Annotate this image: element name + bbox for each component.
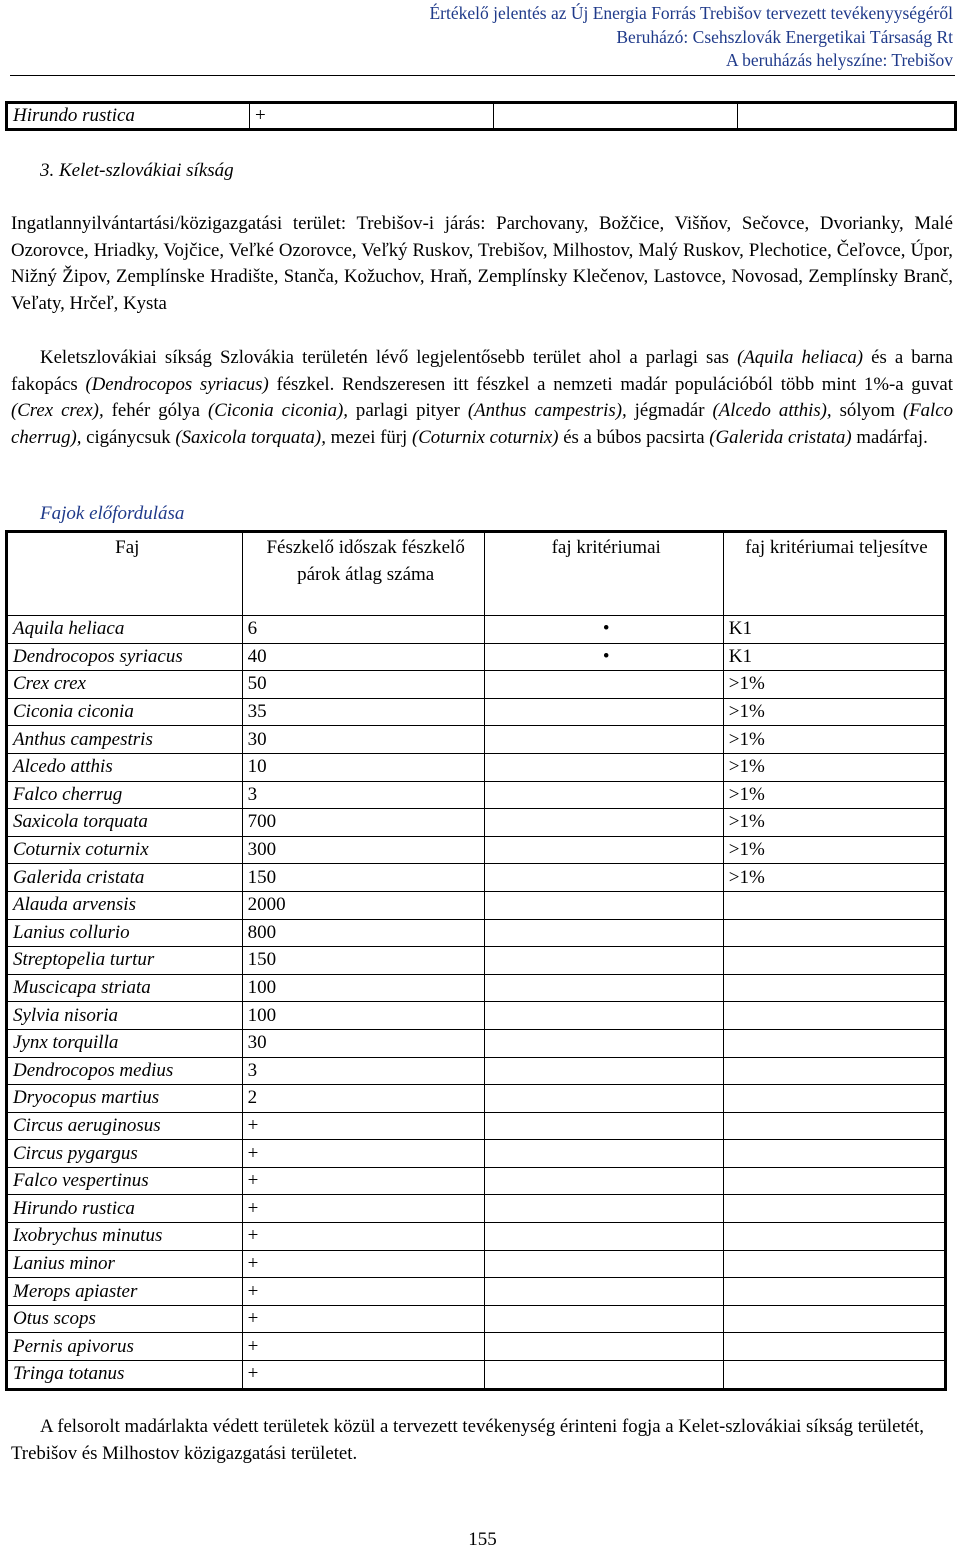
fulfilled-cell	[738, 103, 956, 130]
species-cell: Streptopelia turtur	[7, 947, 243, 975]
species-cell: Aquila heliaca	[7, 616, 243, 644]
species-cell: Ixobrychus minutus	[7, 1223, 243, 1251]
header-location: A beruházás helyszíne: Trebišov	[726, 50, 953, 70]
species-name: (Coturnix coturnix)	[411, 426, 559, 448]
species-name: (Galerida cristata)	[709, 426, 852, 448]
fulfilled-cell: >1%	[723, 698, 945, 726]
fulfilled-cell	[723, 891, 945, 919]
header-fulfilled: faj kritériumai teljesítve	[723, 532, 945, 616]
table-row	[7, 781, 946, 809]
criteria-cell	[484, 836, 723, 864]
table-row	[7, 616, 946, 644]
criteria-cell	[484, 1305, 723, 1333]
header-title: Értékelő jelentés az Új Energia Forrás Trebišov tervezett tevékenyységéről	[429, 3, 953, 23]
table-row	[7, 974, 946, 1002]
page-number: 155	[468, 1529, 497, 1550]
pairs-cell: 700	[242, 809, 484, 837]
fulfilled-cell: K1	[723, 643, 945, 671]
species-cell: Coturnix coturnix	[7, 836, 243, 864]
pairs-cell: +	[242, 1140, 484, 1168]
table-row	[7, 1223, 946, 1251]
species-cell: Saxicola torquata	[7, 809, 243, 837]
table-row	[7, 1305, 946, 1333]
table-row	[7, 1140, 946, 1168]
table-row	[7, 1195, 946, 1223]
fulfilled-cell	[723, 974, 945, 1002]
criteria-cell	[484, 1278, 723, 1306]
table-row	[7, 726, 946, 754]
criteria-cell	[484, 1029, 723, 1057]
text-run: fehér gólya	[103, 400, 208, 421]
table-row	[7, 947, 946, 975]
pairs-cell: 6	[242, 616, 484, 644]
criteria-cell	[484, 1223, 723, 1251]
fulfilled-cell	[723, 1140, 945, 1168]
fulfilled-cell	[723, 1333, 945, 1361]
species-cell: Muscicapa striata	[7, 974, 243, 1002]
species-name: (Crex crex),	[11, 400, 104, 421]
fulfilled-cell	[723, 1029, 945, 1057]
fulfilled-cell: >1%	[723, 781, 945, 809]
fulfilled-cell: >1%	[723, 671, 945, 699]
species-cell: Circus pygargus	[7, 1140, 243, 1168]
text-run: mezei fürj	[325, 426, 412, 448]
species-cell: Ciconia ciconia	[7, 698, 243, 726]
pairs-cell: +	[242, 1333, 484, 1361]
species-cell: Alauda arvensis	[7, 891, 243, 919]
criteria-cell	[484, 1167, 723, 1195]
text-run: sólyom	[831, 400, 903, 421]
fulfilled-cell	[723, 1057, 945, 1085]
header-investor: Beruházó: Csehszlovák Energetikai Társaság Rt	[616, 26, 953, 47]
pairs-cell: 100	[242, 1002, 484, 1030]
criteria-cell	[484, 1250, 723, 1278]
pairs-cell: +	[242, 1278, 484, 1306]
pairs-cell: +	[242, 1167, 484, 1195]
criteria-cell	[484, 947, 723, 975]
species-name: (Alcedo atthis),	[712, 400, 832, 421]
text-run: és a búbos pacsirta	[558, 426, 710, 448]
species-cell: Dendrocopos syriacus	[7, 643, 243, 671]
fulfilled-cell: >1%	[723, 864, 945, 892]
pairs-cell: 2000	[242, 891, 484, 919]
table-row	[7, 1333, 946, 1361]
species-cell: Falco cherrug	[7, 781, 243, 809]
table-row	[7, 864, 946, 892]
fulfilled-cell: >1%	[723, 836, 945, 864]
criteria-cell	[484, 698, 723, 726]
pairs-cell: 35	[242, 698, 484, 726]
table-row	[7, 1085, 946, 1113]
pairs-cell: 800	[242, 919, 484, 947]
fulfilled-cell	[723, 1167, 945, 1195]
table-row	[7, 1002, 946, 1030]
fulfilled-cell	[723, 1223, 945, 1251]
species-cell: Crex crex	[7, 671, 243, 699]
species-cell: Pernis apivorus	[7, 1333, 243, 1361]
table-row	[7, 1057, 946, 1085]
continuation-table	[5, 101, 957, 131]
species-cell: Jynx torquilla	[7, 1029, 243, 1057]
table-row	[7, 1278, 946, 1306]
species-cell: Lanius collurio	[7, 919, 243, 947]
species-cell: Hirundo rustica	[13, 105, 135, 126]
fulfilled-cell	[723, 1085, 945, 1113]
pairs-cell: 2	[242, 1085, 484, 1113]
table-header-row	[7, 532, 946, 616]
pairs-cell: 50	[242, 671, 484, 699]
species-name: (Anthus campestris),	[467, 400, 627, 421]
species-cell: Sylvia nisoria	[7, 1002, 243, 1030]
criteria-cell	[484, 781, 723, 809]
pairs-cell: 30	[242, 726, 484, 754]
text-run: és a barna fakopács	[11, 347, 953, 395]
header-criteria: faj kritériumai	[484, 532, 723, 616]
table-row	[7, 809, 946, 837]
table-row	[7, 698, 946, 726]
species-cell: Circus aeruginosus	[7, 1112, 243, 1140]
table-row	[7, 1112, 946, 1140]
pairs-cell: 100	[242, 974, 484, 1002]
criteria-cell	[484, 1140, 723, 1168]
text-run: parlagi pityer	[347, 400, 468, 421]
species-cell: Dendrocopos medius	[7, 1057, 243, 1085]
text-run: jégmadár	[626, 400, 713, 421]
species-cell: Tringa totanus	[7, 1361, 243, 1390]
table-row	[7, 836, 946, 864]
header-divider	[10, 75, 955, 76]
criteria-cell	[484, 726, 723, 754]
pairs-cell: 3	[242, 1057, 484, 1085]
text-run: madárfaj.	[851, 426, 928, 448]
criteria-cell	[484, 1333, 723, 1361]
pairs-cell: +	[242, 1361, 484, 1390]
pairs-cell: 30	[242, 1029, 484, 1057]
header-pairs: Fészkelő időszak fészkelő párok átlag száma	[242, 532, 484, 616]
text-run: cigánycsuk	[81, 426, 176, 448]
table-row	[7, 891, 946, 919]
fulfilled-cell: >1%	[723, 809, 945, 837]
criteria-cell	[484, 891, 723, 919]
description-paragraph	[11, 345, 953, 451]
fulfilled-cell	[723, 1002, 945, 1030]
species-cell: Lanius minor	[7, 1250, 243, 1278]
table-row	[7, 1029, 946, 1057]
species-cell: Alcedo atthis	[7, 753, 243, 781]
fulfilled-cell: >1%	[723, 753, 945, 781]
closing-paragraph: A felsorolt madárlakta védett területek közül a tervezett tevékenység érinteni fogja a Kelet-szlovákiai síkság területét, Trebišov és Milhostov közigazgatási területet.	[11, 1416, 924, 1464]
fulfilled-cell	[723, 1361, 945, 1390]
table-row	[7, 671, 946, 699]
criteria-cell	[484, 1002, 723, 1030]
document-header	[429, 2, 953, 73]
pairs-cell: +	[242, 1195, 484, 1223]
text-run: Keletszlovákiai síkság Szlovákia területén lévő legjelentősebb terület ahol a parlagi sas	[40, 347, 738, 368]
pairs-cell: 150	[242, 864, 484, 892]
table-row	[7, 1167, 946, 1195]
fulfilled-cell	[723, 947, 945, 975]
criteria-cell	[494, 103, 738, 130]
pairs-cell: 3	[242, 781, 484, 809]
species-name: (Saxicola torquata),	[175, 426, 326, 448]
fulfilled-cell	[723, 919, 945, 947]
species-cell: Falco vespertinus	[7, 1167, 243, 1195]
fulfilled-cell	[723, 1278, 945, 1306]
table-row	[7, 1361, 946, 1390]
criteria-cell	[484, 1361, 723, 1390]
pairs-cell: 40	[242, 643, 484, 671]
pairs-cell: 150	[242, 947, 484, 975]
species-cell: Hirundo rustica	[7, 1195, 243, 1223]
table-caption: Fajok előfordulása	[40, 503, 185, 524]
fulfilled-cell	[723, 1250, 945, 1278]
species-cell: Anthus campestris	[7, 726, 243, 754]
criteria-cell	[484, 1112, 723, 1140]
pairs-cell: +	[242, 1112, 484, 1140]
section-title: 3. Kelet-szlovákiai síkság	[40, 160, 234, 181]
pairs-cell: +	[250, 103, 494, 130]
table-row	[7, 753, 946, 781]
fulfilled-cell	[723, 1112, 945, 1140]
fulfilled-cell	[723, 1195, 945, 1223]
criteria-cell	[484, 864, 723, 892]
criteria-cell	[484, 1057, 723, 1085]
pairs-cell: +	[242, 1305, 484, 1333]
criteria-cell: •	[484, 616, 723, 644]
fulfilled-cell: K1	[723, 616, 945, 644]
species-name: (Dendrocopos syriacus)	[85, 373, 269, 395]
pairs-cell: 10	[242, 753, 484, 781]
table-row	[7, 103, 956, 130]
table-row	[7, 1250, 946, 1278]
species-name: (Falco cherrug),	[11, 400, 953, 448]
criteria-cell	[484, 1085, 723, 1113]
table-row	[7, 643, 946, 671]
header-species: Faj	[115, 537, 140, 558]
pairs-cell: +	[242, 1223, 484, 1251]
species-name: (Ciconia ciconia),	[207, 400, 348, 421]
criteria-cell: •	[484, 643, 723, 671]
text-run: fészkel. Rendszeresen itt fészkel a nemzeti madár populációból több mint 1%-a guvat	[268, 373, 953, 395]
fulfilled-cell: >1%	[723, 726, 945, 754]
criteria-cell	[484, 753, 723, 781]
species-cell: Otus scops	[7, 1305, 243, 1333]
species-name: (Aquila heliaca)	[737, 347, 864, 368]
criteria-cell	[484, 974, 723, 1002]
criteria-cell	[484, 919, 723, 947]
species-cell: Galerida cristata	[7, 864, 243, 892]
species-cell: Merops apiaster	[7, 1278, 243, 1306]
admin-area-paragraph: Ingatlannyilvántartási/közigazgatási terület: Trebišov-i járás: Parchovany, Božčice, Višňov, Sečovce, Dvorianky, Malé Ozorovce, Hriadky, Vojčice, Veľké Ozorovce, Veľký Ruskov, Trebišov, Milhostov, Malý Ruskov, Plechotice, Čeľovce, Úpor, Nižný Žipov, Zemplínske Hradište, Stanča, Kožuchov, Hraň, Zemplínsky Klečenov, Lastovce, Novosad, Zemplínsky Branč, Veľaty, Hrčeľ, Kysta	[11, 213, 953, 314]
criteria-cell	[484, 671, 723, 699]
pairs-cell: +	[242, 1250, 484, 1278]
pairs-cell: 300	[242, 836, 484, 864]
species-table	[5, 530, 947, 1391]
table-row	[7, 919, 946, 947]
species-cell: Dryocopus martius	[7, 1085, 243, 1113]
criteria-cell	[484, 1195, 723, 1223]
fulfilled-cell	[723, 1305, 945, 1333]
criteria-cell	[484, 809, 723, 837]
